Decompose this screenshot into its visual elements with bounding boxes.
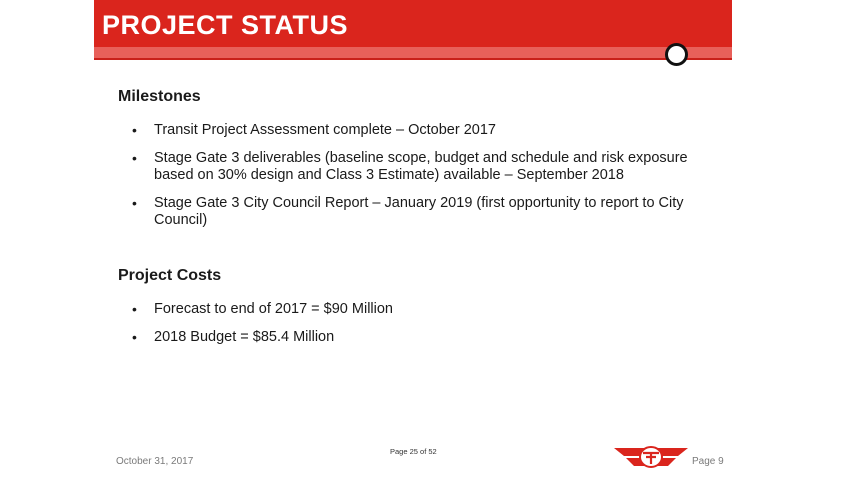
header-divider (94, 58, 732, 60)
bullet-icon: • (132, 195, 137, 211)
circle-marker-icon (665, 43, 688, 66)
footer-page-count: Page 25 of 52 (390, 447, 437, 456)
header-banner (94, 0, 732, 47)
list-item: • 2018 Budget = $85.4 Million (132, 329, 335, 345)
bullet-icon: • (132, 301, 137, 317)
bullet-icon: • (132, 329, 137, 345)
project-costs-heading: Project Costs (118, 267, 222, 284)
milestones-list (130, 122, 730, 240)
list-item: • Forecast to end of 2017 = $90 Million (132, 301, 393, 317)
ttc-logo-icon (612, 445, 690, 469)
bullet-icon: • (132, 150, 137, 166)
page-title: PROJECT STATUS (102, 10, 349, 40)
header-stripe (94, 47, 732, 58)
list-item: • Stage Gate 3 City Council Report – January 2019 (first opportunity to report to City Council) (132, 195, 684, 228)
bullet-icon: • (132, 122, 137, 138)
footer-date: October 31, 2017 (116, 456, 194, 467)
list-item: • Stage Gate 3 deliverables (baseline scope, budget and schedule and risk exposure based on 30% design and Class 3 Estimate) available – September 2018 (132, 150, 688, 183)
footer-page-number: Page 9 (692, 456, 724, 467)
costs-list (130, 301, 730, 357)
milestones-heading: Milestones (118, 88, 201, 105)
list-item: • Transit Project Assessment complete – October 2017 (132, 122, 496, 138)
